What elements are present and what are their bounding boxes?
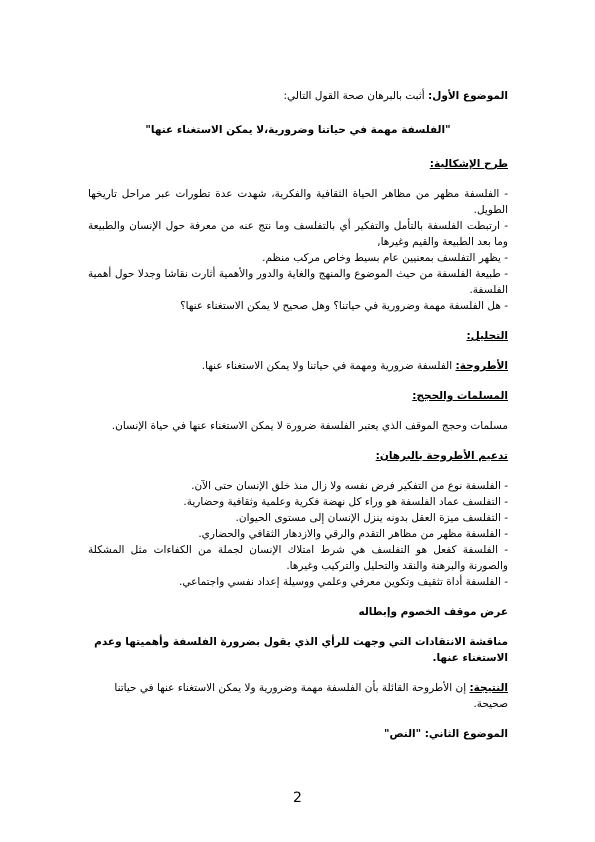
topic1-text: أثبت بالبرهان صحة القول التالي: [283,90,429,102]
result-line [88,680,508,712]
problem-item: - الفلسفة مظهر من مظاهر الحياة الثقافية والفكرية، شهدت عدة تطورات عبر مراحل تاريخها الطويل. [88,188,508,216]
analysis-heading: التحليل: [466,330,508,342]
support-item: - الفلسفة كفعل هو التفلسف هي شرط امتلاك الإنسان لجملة من الكفاءات مثل المشكلة والصورنة والبرهنة والنقد والتحليل والتركيب وغيرها. [88,544,508,572]
problem-item: - طبيعة الفلسفة من حيث الموضوع والمنهج والغاية والدور والأهمية أثارت نقاشا وجدلا حول أهمية الفلسفة. [88,268,508,296]
support-item: - التفلسف عماد الفلسفة هو وراء كل نهضة فكرية وعلمية وثقافية وحضارية. [183,496,508,508]
support-item: - التفلسف ميزة العقل بدونه ينزل الإنسان إلى مستوى الحيوان. [235,512,508,524]
problem-list [88,186,508,314]
support-list [88,478,508,590]
opponents-text: مناقشة الانتقادات التي وجهت للرأي الذي يقول بضرورة الفلسفة وأهميتها وعدم الاستغناء عنها. [94,636,508,664]
document-body [88,88,508,742]
thesis-text: الفلسفة ضرورية ومهمة في حياتنا ولا يمكن الاستغناء عنها. [201,360,456,372]
topic2-line [88,726,508,742]
problem-item: - يظهر التفلسف بمعنيين عام بسيط وخاص مركب منظم. [262,252,508,264]
thesis-label: الأطروحة: [455,360,508,372]
support-heading: تدعيم الأطروحة بالبرهان: [375,450,508,462]
problem-heading: طرح الإشكالية: [429,158,508,170]
opponents-heading: عرض موقف الخصوم وإبطاله [358,606,508,618]
topic1-quote: "الفلسفة مهمة في حياتنا وضرورية،لا يمكن الاستغناء عنها" [145,124,451,136]
support-item: - الفلسفة مظهر من مظاهر التقدم والرقي والازدهار الثقافي والحضاري. [198,528,508,540]
problem-item: - ارتبطت الفلسفة بالتأمل والتفكير أي بالتفلسف وما نتج عنه من معرفة حول الإنسان والطبيعة وما بعد الطبيعة والقيم وغيرها, [88,220,508,248]
topic1-line [88,88,508,104]
premises-heading: المسلمات والحجج: [412,390,508,402]
problem-item: - هل الفلسفة مهمة وضرورية في حياتنا؟ وهل صحيح لا يمكن الاستغناء عنها؟ [180,300,508,312]
support-item: - الفلسفة نوع من التفكير فرض نفسه ولا زال منذ خلق الإنسان حتى الآن. [191,480,508,492]
result-label: النتيجة: [469,682,508,694]
topic2-text: "النص" [383,728,425,740]
thesis-line [88,358,508,374]
topic2-label: الموضوع الثاني: [424,728,508,740]
page-number: 2 [293,790,302,806]
premises-text: مسلمات وحجج الموقف الذي يعتبر الفلسفة ضرورة لا يمكن الاستغناء عنها في حياة الإنسان. [111,420,508,432]
result-text: إن الأطروحة القائلة بأن الفلسفة مهمة وضرورية ولا يمكن الاستغناء عنها في حياتنا صحيحة. [114,682,508,710]
support-item: - الفلسفة أداة تثقيف وتكوين معرفي وعلمي ووسيلة إعداد نفسي واجتماعي. [179,576,508,588]
topic1-label: الموضوع الأول: [428,90,508,102]
